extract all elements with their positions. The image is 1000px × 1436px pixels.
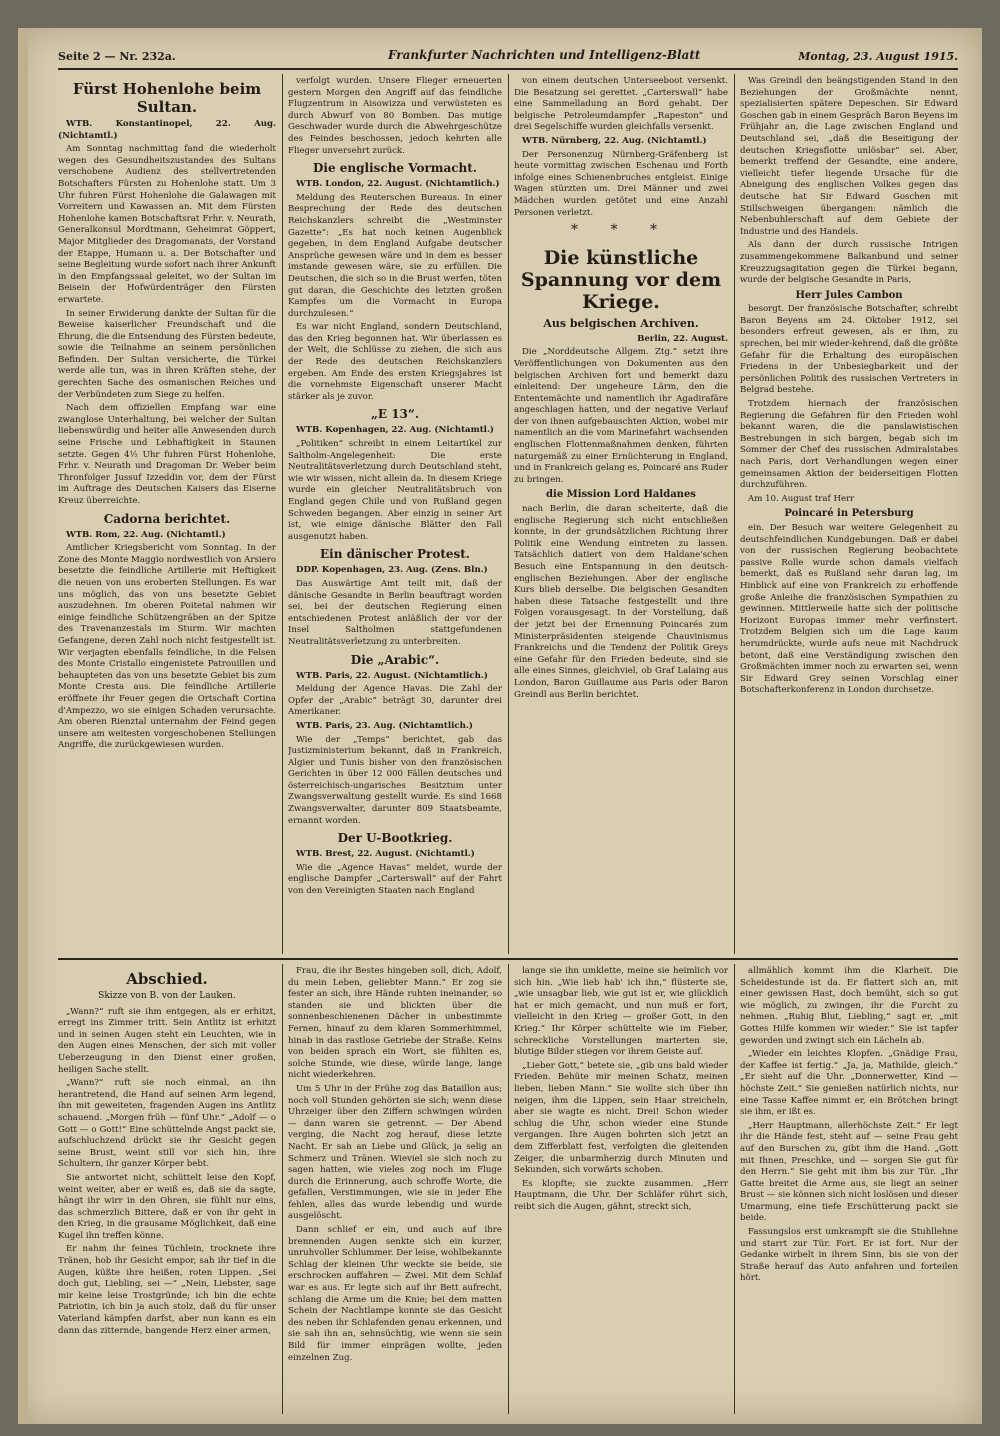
article-headline: Fürst Hohenlohe beim Sultan. — [72, 80, 262, 116]
column-rule — [508, 74, 509, 954]
feuilleton-column-4 — [740, 966, 958, 1414]
column-3 — [514, 76, 728, 954]
article-paragraph: Wie der „Temps“ berichtet, gab das Justizministerium bekannt, daß in Frankreich, Algier und Tunis bisher von den französischen Gerichten in über 12 000 Fällen deutsches und österreichisch-ungarisches Besitztum unter Zwangsverwaltung gestellt wurde. Es sind 1668 Zwangsverwalter, darunter 809 Staatsbeamte, ernannt worden. — [288, 734, 502, 826]
page-number: Seite 2 — Nr. 232a. — [58, 50, 176, 63]
newspaper-page — [18, 28, 982, 1424]
article-paragraph: nach Berlin, die daran scheiterte, daß die englische Regierung sich nicht entschließen konnte, in der grundsätzlichen Richtung ihrer Politik eine Wendung eintreten zu lassen. Tatsächlich datiert von dem Haldane'schen Besuch eine Entspannung in den deutsch-englischen Beziehungen. Aber der englische Kurs blieb derselbe. Die belgischen Gesandten haben diese Tatsache festgestellt und ihre Folgen vorausgesagt. In der Vorstellung, daß der jetzt bei der Ernennung Poincarés zum Ministerpräsidenten steigende Chauvinismus Frankreichs und die Tendenz der Politik Greys eine Gefahr für den Frieden bedeute, sind sie alle eines Sinnes, gleichviel, ob Graf Lalaing aus London, Baron Guillaume aus Paris oder Baron Greindl aus Berlin berichtet. — [514, 504, 728, 700]
inline-heading: die Mission Lord Haldanes — [546, 489, 696, 501]
story-paragraph: Frau, die ihr Bestes hingeben soll, dich, Adolf, du mein Leben, geliebter Mann.“ Er zog sie fester an sich, ihre Hände ruhten ineinander, so standen sie und blickten über die sonnenbeschienenen Dächer in unbestimmte Fernen, hinauf zu dem klaren Sommerhimmel, hinab in das rastlose Getriebe der Straße. Keins von beiden sprach ein Wort, sie fühlten es, solche Stunde, wie diese, würde lange, lange nicht wiederkehren. — [288, 966, 502, 1081]
article-headline: Die englische Vormacht. — [312, 161, 477, 176]
inline-heading: Herr Jules Cambon — [795, 289, 903, 301]
column-rule — [734, 74, 735, 954]
article-headline: Der U-Bootkrieg. — [337, 831, 453, 846]
inline-heading: Poincaré in Petersburg — [784, 508, 914, 520]
page-header — [58, 48, 958, 70]
dateline: WTB. Paris, 22. August. (Nichtamtlich.) — [296, 670, 488, 681]
issue-date: Montag, 23. August 1915. — [798, 50, 958, 63]
article-paragraph: Was Greindl den beängstigenden Stand in den Beziehungen der Großmächte nennt, spezialisierten spätere Depeschen. Sir Edward Goschen gab in einem Gespräch Baron Beyens im Frühjahr an, die Lage zwischen England und Deutschland sei, „daß die Beseitigung der deutschen Kriegsflotte unlösbar“ sei. Aber, bemerkt treffend der Gesandte, eine andere, vielleicht tiefer liegende Ursache für die Abneigung des englischen Volkes gegen das deutsche hat Sir Edward Goschen mit Stillschweigen übergangen: nämlich die Nebenbuhlerschaft auf dem Gebiete der Industrie und des Handels. — [740, 76, 958, 237]
column-1 — [58, 76, 276, 954]
column-rule — [508, 964, 509, 1414]
column-rule — [282, 964, 283, 1414]
article-paragraph: ein. Der Besuch war weitere Gelegenheit zu deutschfeindlichen Kundgebungen. Daß er dabei von der russischen Regierung beobachtete passive Rolle wurde schon damals vielfach bemerkt, daß es Rußland sehr daran lag, im Hinblick auf eine von Frankreich zu erhoffende große Anleihe die französischen Sympathien zu gewinnen. Mittlerweile hatte sich der politische Horizont Europas immer mehr verfinstert. Trotzdem Belgien sich um die Lage kaum herumdrückte, wurde aufs neue mit Nachdruck betont, daß eine Verständigung zwischen den Großmächten immer noch zu erwarten sei, wenn Sir Edward Grey seinen Vorschlag einer Botschafterkonferenz in London durchsetze. — [740, 522, 958, 696]
article-paragraph: von einem deutschen Unterseeboot versenkt. Die Besatzung sei gerettet. „Carterswall“ habe eine Sammelladung an Bord gehabt. Der belgische Petroleumdampfer „Rapeston“ und drei Segelschiffe wurden gleichfalls versenkt. — [514, 76, 728, 133]
column-rule — [734, 964, 735, 1414]
story-paragraph: Er nahm ihr feines Tüchlein, trocknete ihre Tränen, hob ihr Gesicht empor, sah ihr tief in die Augen, küßte ihre heißen, roten Lippen. „Sei doch gut, Liebling, sei —“ „Nein, Liebster, sage mir keine leise Trostgründe; ich bin die echte Patriotin, ich bin ja auch stolz, daß du für unser Vaterland kämpfen darfst, aber nun kann es ein dann das zitternde, bangende Herz einer armen, — [58, 1244, 276, 1336]
feuilleton-byline: Skizze von B. von der Lauken. — [98, 991, 236, 1001]
article-paragraph: Meldung des Reuterschen Bureaus. In einer Besprechung der Rede des deutschen Reichskanzlers schreibt die „Westminster Gazette“: „Es hat noch keinen Augenblick gegeben, in dem England Aufgabe deutscher Ansprüche gewesen wäre und in dem es besser imstande gewesen wäre, sie zu erfüllen. Die Deutschen, die sich so in die Brust werfen, töten gut daran, die Geschichte des letzten großen Kampfes um die Vormacht in Europa durchzulesen.“ — [288, 192, 502, 319]
feuilleton-column-2 — [288, 966, 502, 1414]
dateline: WTB. Nürnberg, 22. Aug. (Nichtamtl.) — [522, 135, 707, 146]
dateline: WTB. Rom, 22. Aug. (Nichtamtl.) — [66, 529, 226, 540]
column-rule — [282, 74, 283, 954]
story-paragraph: „Wieder ein leichtes Klopfen. „Gnädige Frau, der Kaffee ist fertig.“ „Ja, ja, Mathilde, gleich.“ „Er sieht auf die Uhr. „Donnerwetter, Kind — höchste Zeit.“ Sie genießen natürlich nichts, nur eine Tasse Kaffee nimmt er, ein Brötchen bringt sie ihm, er ißt es. — [740, 1049, 958, 1118]
feuilleton-divider — [58, 958, 958, 960]
story-paragraph: „Herr Hauptmann, allerhöchste Zeit.“ Er legt ihr die Hände fest, steht auf — seine Frau geht auf den Burschen zu, gibt ihm die Hand. „Gott mit Ihnen, Preschke, und — sorgen Sie gut für den Herrn.“ Sie geht mit ihm bis zur Tür. „Ihr Gatte breitet die Arme aus, sie liegt an seiner Brust — sie können sich nicht loslösen und dieser Umarmung, eine tiefe Erschütterung packt sie beide. — [740, 1120, 958, 1224]
story-paragraph: Es klopfte; sie zuckte zusammen. „Herr Hauptmann, die Uhr. Der Schläfer rührt sich, reibt sich die Augen, gähnt, streckt sich, — [514, 1178, 728, 1212]
article-paragraph: Amtlicher Kriegsbericht vom Sonntag. In der Zone des Monte Maggio nordwestlich von Arsiero besetzte die feindliche Artillerie mit Heftigkeit die neuen von uns eroberten Stellungen. Es war uns möglich, das von uns besetzte Gebiet auszudehnen. Im oberen Poitetal nahmen wir einige feindliche Schützengräben an der Spitze des Travenanzestals im Sturm. Wir machten Gefangene, deren Zahl noch nicht festgestellt ist. Wir verjagten ebenfalls feindliche, in die Felsen des Monte Cristallo eingenistete Patrouillen und behaupteten das von uns besetzte Gebiet bis zum Monte Cresta aus. Die feindliche Artillerie eröffnete ihr Feuer gegen die Ortschaft Cortina d'Ampezzo, wo sie einigen Schaden verursachte. Am oberen Rienztal unternahm der Feind gegen unsere am weitesten vorgeschobenen Stellungen Angriffe, die zurückgewiesen wurden. — [58, 543, 276, 751]
section-separator: * * * — [571, 222, 671, 239]
dateline: WTB. Paris, 23. Aug. (Nichtamtlich.) — [296, 720, 473, 731]
dateline: WTB. Brest, 22. August. (Nichtamtl.) — [296, 849, 475, 860]
story-paragraph: Um 5 Uhr in der Frühe zog das Bataillon aus; noch voll Stunden gehörten sie sich; wenn diese Uhrzeiger über den Ziffern schwingen würden — dann waren sie getrennt. — Der Abend verging, die Nacht zog herauf, diese letzte Nacht. Er sah an Liebe und Glück, ja selig an Schmerz und Tränen. Wieviel sie sich noch zu sagen hatten, wie vieles zog noch im Fluge durch die Erinnerung, auch schroffe Worte, die gefallen, Verstimmungen, wie sie in jeder Ehe fehlen, alles das wurde lebendig und wurde ausgelöscht. — [288, 1083, 502, 1222]
story-paragraph: lange sie ihn umklette, meine sie heimlich vor sich hin. „Wie lieb hab' ich ihn,“ flüsterte sie, „wie unsagbar lieb, wie gut ist er, wie glücklich hat er mich gemacht, und nun muß er fort, vielleicht in den Krieg — großer Gott, in den Krieg.“ Ihr Körper schüttelte wie im Fieber, schreckliche Vorstellungen marterten sie, blutige Bilder stiegen vor ihrem Geiste auf. — [514, 966, 728, 1058]
article-headline: Ein dänischer Protest. — [320, 547, 470, 562]
article-headline: Die „Arabic“. — [350, 652, 440, 667]
column-2 — [288, 76, 502, 954]
dateline: DDP. Kopenhagen, 23. Aug. (Zens. Bln.) — [296, 565, 488, 576]
article-paragraph: Es war nicht England, sondern Deutschland, das den Krieg begonnen hat. Wir überlassen es der Welt, die Schlüsse zu ziehen, die sich aus der Rede des deutschen Reichskanzlers ergeben. Am Ende des ersten Kriegsjahres ist die vornehmste Eigenschaft unserer Macht stärker als je zuvor. — [288, 322, 502, 402]
article-headline: Cadorna berichtet. — [103, 511, 231, 526]
article-paragraph: Als dann der durch russische Intrigen zusammengekommene Balkanbund und seiner Kreuzzugsagitation gegen die Türkei begann, wurde der belgische Gesandte in Paris, — [740, 240, 958, 286]
feuilleton-title: Abschied. — [126, 970, 208, 988]
article-paragraph: Wie die „Agence Havas“ meldet, wurde der englische Dampfer „Carterswall“ auf der Fahrt von den Vereinigten Staaten nach England — [288, 862, 502, 897]
article-headline: „E 13“. — [370, 407, 419, 422]
article-paragraph: verfolgt wurden. Unsere Flieger erneuerten gestern Morgen den Angriff auf das feindliche Flugzentrum in Aisowizza und verwüsteten es durch Abwurf von 80 Bomben. Das mutige Geschwader wurde durch die Abwehrgeschütze des Feindes beschossen, jedoch kehrten alle Flieger unversehrt zurück. — [288, 76, 502, 156]
article-paragraph: „Politiken“ schreibt in einem Leitartikel zur Saltholm-Angelegenheit: Die erste Neutralitätsverletzung durch Deutschland steht, wie wir wissen, nicht allein da. In diesem Kriege wurde ein gleicher Neutralitätsbruch von England gegen Chile und von Rußland gegen Schweden begangen. Aber einzig in seiner Art ist, wie einige dänische Blätter den Fall ausgenutzt haben. — [288, 439, 502, 542]
article-paragraph: Nach dem offiziellen Empfang war eine zwanglose Unterhaltung, bei welcher der Sultan liebenswürdig und heiter alle Anwesenden durch seine Frische und Lebhaftigkeit in Staunen setzte. Gegen 4½ Uhr fuhren Fürst Hohenlohe, Frhr. v. Neurath und Dragoman Dr. Weber beim Thronfolger Jussuf Izzeddin vor, dem der Fürst im Auftrage des Deutschen Kaisers das Eiserne Kreuz überreichte. — [58, 403, 276, 506]
feuilleton-column-1 — [58, 966, 276, 1414]
article-paragraph: Am Sonntag nachmittag fand die wiederholt wegen des Gesundheitszustandes des Sultans verschobene Audienz des stellvertretenden Botschafters Fürsten zu Hohenlohe statt. Um 3 Uhr fuhren Fürst Hohenlohe die Galawagen mit Vorreitern und Kawassen an. Mit dem Fürsten Hohenlohe kamen Botschaftsrat Frhr. v. Neurath, Generalkonsul Mordtmann, Geheimrat Göppert, Major Mitglieder des Dragomanats, der Vorstand der Etappe, Humann u. a. Der Botschafter und seine Begleitung wurde sofort nach ihrer Ankunft in den Empfangssaal geleitet, wo der Sultan im Beisein der Hofwürdenträger den Fürsten erwartete. — [58, 144, 276, 305]
article-paragraph: Trotzdem hiernach der französischen Regierung die Gefahren für den Frieden wohl bekannt waren, die die panslawistischen Bestrebungen in sich bargen, begab sich im Sommer der Chef des russischen Admiralstabes nach Paris, dort Verhandlungen wegen einer gemeinsamen Aktion der beiderseitigen Flotten durchzuführen. — [740, 399, 958, 491]
story-paragraph: Dann schlief er ein, und auch auf ihre brennenden Augen senkte sich ein kurzer, unruhvoller Schlummer. Der leise, wohlbekannte Schlag der kleinen Uhr weckte sie beide, sie erschrocken auffahren — Zwei. Mit dem Schlaf war es aus. Er legte sich auf ihr Bett aufrecht, schlang die Arme um die Knie; bei dem matten Schein der Nachtlampe konnte sie das Gesicht des neben ihr Schlafenden genau erkennen, und sie sah ihn an, sehnsüchtig, wie wenn sie sein Bild für immer einprägen wollte, jeden einzelnen Zug. — [288, 1225, 502, 1363]
feuilleton-column-3 — [514, 966, 728, 1414]
newspaper-title: Frankfurter Nachrichten und Intelligenz-Blatt — [388, 48, 701, 62]
dateline: WTB. London, 22. August. (Nichtamtlich.) — [296, 179, 500, 190]
article-paragraph: Das Auswärtige Amt teilt mit, daß der dänische Gesandte in Berlin beauftragt worden sei, bei der deutschen Regierung einen entschiedenen Protest anläßlich der vor der Insel Saltholmen stattgefundenen Neutralitätsverletzung zu unterbreiten. — [288, 578, 502, 647]
dateline: WTB. Kopenhagen, 22. Aug. (Nichtamtl.) — [296, 425, 494, 436]
column-4 — [740, 76, 958, 954]
story-paragraph: „Wann?“ ruft sie ihm entgegen, als er erhitzt, erregt ins Zimmer tritt. Sein Antlitz ist erhitzt und in seinen Augen steht ein Leuchten, wie in den Augen eines Menschen, der sich mit voller Ueberzeugung in den Dienst einer großen, heiligen Sache stellt. — [58, 1006, 276, 1075]
article-paragraph: In seiner Erwiderung dankte der Sultan für die Beweise kaiserlicher Freundschaft und die Ehrung, die die Entsendung des Fürsten bedeute, sowie die Teilnahme an seinem persönlichen Befinden. Der Sultan versicherte, die Türkei werde alle tun, was in ihren Kräften stehe, der gerechten Sache des osmanischen Reiches und der Verbündeten zum Siege zu helfen. — [58, 308, 276, 400]
story-paragraph: Sie antwortet nicht, schüttelt leise den Kopf, weint weiter, aber er weiß es, daß sie da sagte, hängt ihr wirr in den Ohren, sie fühlt nur eins, das schmerzlich Bittere, daß er von ihr geht in den Krieg, in die grausame Möglichkeit, daß eine Kugel ihn treffen könne. — [58, 1172, 276, 1241]
article-paragraph: Am 10. August traf Herr — [748, 493, 855, 504]
lead-subheadline: Aus belgischen Archiven. — [543, 316, 699, 330]
article-paragraph: Meldung der Agence Havas. Die Zahl der Opfer der „Arabic“ beträgt 30, darunter drei Amerikaner. — [288, 684, 502, 718]
story-paragraph: „Lieber Gott,“ betete sie, „gib uns bald wieder Frieden. Behüte mir meinen Schatz, meinen lieben, lieben Mann.“ Sie wollte sich über ihn neigen, ihm die Lippen, sein Haar streicheln, aber sie wagte es nicht. Drei! Schon wieder schlug die Uhr, schon wieder eine Stunde vergangen. Ihre Augen bohrten sich jetzt an dem Zifferblatt fest, verfolgten die gleitenden Zeiger, die unbarmherzig durch Minuten und Sekunden, sich vorwärts schoben. — [514, 1060, 728, 1176]
dateline: Berlin, 22. August. — [637, 333, 728, 344]
dateline: WTB. Konstantinopel, 22. Aug. (Nichtamtl.) — [58, 119, 276, 141]
article-paragraph: Der Personenzug Nürnberg-Gräfenberg ist heute vormittag zwischen Eschenau und Forth infolge eines Schienenbruches entgleist. Einige Wagen stürzten um. Drei Männer und zwei Mädchen wurden getötet und eine Anzahl Personen verletzt. — [514, 149, 728, 218]
story-paragraph: „Wann?“ ruft sie noch einmal, an ihn herantretend, die Hand auf seinen Arm legend, ihn mit geweiteten, fragenden Augen ins Antlitz schauend. „Morgen früh — fünf Uhr.“ „Adolf — o Gott — o Gott!“ Eine schüttelnde Angst packt sie, aufschluchzend drückt sie ihr Gesicht gegen seine Brust, weint still vor sich hin, ihre Schultern, ihr ganzer Körper bebt. — [58, 1078, 276, 1170]
lead-headline: Die künstliche Spannung vor dem Kriege. — [520, 246, 722, 313]
article-paragraph: besorgt. Der französische Botschafter, schreibt Baron Beyens am 24. Oktober 1912, sei besonders erfreut gewesen, als er ihm, zu sprechen, bei mir wieder-kehrend, daß die größte Gefahr für die Erhaltung des europäischen Friedens in der Unbesiegbarkeit und der persönlichen Politik des russischen Vertreters in Belgrad bestehe. — [740, 304, 958, 396]
story-paragraph: allmählich kommt ihm die Klarheit. Die Scheidestunde ist da. Er flattert sich an, mit einer gewissen Hast, doch bemüht, sich so gut wie möglich, zu zwingen, ihr die Furcht zu nehmen. „Ruhig Blut, Liebling,“ sagt er, „mit Gottes Hilfe kommen wir wieder.“ Sie ist tapfer geworden und zwingt sich ein Lächeln ab. — [740, 966, 958, 1046]
story-paragraph: Fassungslos erst umkrampft sie die Stuhllehne und starrt zur Tür. Fort. Er ist fort. Nur der Gedanke wirbelt in ihrem Sinn, bis sie von der Straße herauf das Auto anfahren und forteilen hört. — [740, 1227, 958, 1284]
page-fold — [18, 28, 28, 1424]
article-paragraph: Die „Norddeutsche Allgem. Ztg.“ setzt ihre Veröffentlichungen von Dokumenten aus den belgischen Archiven fort und bemerkt dazu einleitend: Der ungeheure Lärm, den die Ententemächte und namentlich ihr Agadirafäre angeschlagen hatten, und der negative Verlauf der von ihnen aufgebauschten Aktion, wobei mir namentlich an die vom Marinefahrt wachsenden englischen Flottenmaßnahmen denken, führten naturgemäß zu einer Ernüchterung in England, und in Frankreich gelang es, Poincaré ans Ruder zu bringen. — [514, 347, 728, 485]
